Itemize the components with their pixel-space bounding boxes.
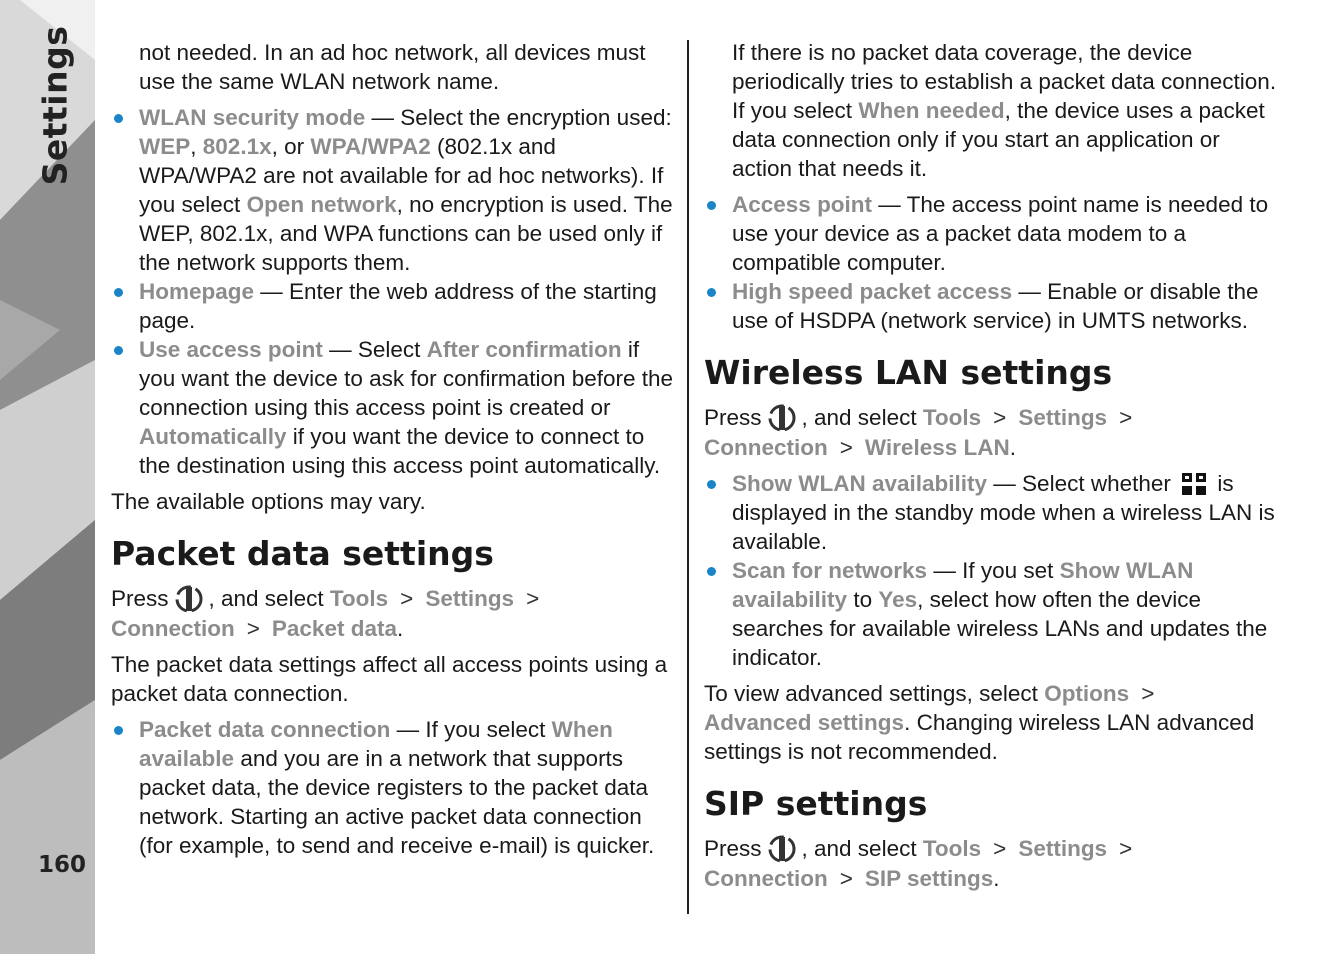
- menu-path: [704, 834, 1279, 893]
- text: , or: [271, 134, 311, 159]
- keyword: Connection: [704, 866, 828, 891]
- keyword: WEP: [139, 134, 191, 159]
- keyword: Scan for networks: [732, 558, 928, 583]
- text: .: [993, 866, 1000, 891]
- text: to: [847, 587, 879, 612]
- menu-key-icon: [175, 584, 203, 614]
- separator: >: [246, 616, 260, 641]
- separator: >: [400, 586, 414, 611]
- continued-text: [704, 38, 1279, 183]
- text: — If you select: [390, 717, 552, 742]
- text: , no encryption is used. The WEP, 802.1x, and WPA functions can be used only if the network supports them.: [139, 192, 673, 275]
- text: and you are in a network that supports packet data, the device registers to the packet data network. Starting an active packet data connection (for example, to send and receive e-mail) is quicker.: [139, 746, 655, 858]
- text: if you want the device to ask for confirmation before the connection using this access point is created or: [139, 337, 674, 420]
- text: . Changing wireless LAN advanced settings is not recommended.: [704, 710, 1255, 764]
- text: To view advanced settings, select: [704, 681, 1045, 706]
- heading-sip: SIP settings: [704, 784, 928, 823]
- keyword: Settings: [1018, 405, 1108, 430]
- keyword: Settings: [425, 586, 515, 611]
- text: ,: [190, 134, 203, 159]
- keyword: Connection: [704, 435, 828, 460]
- keyword: Tools: [329, 586, 389, 611]
- keyword: SIP settings: [864, 866, 994, 891]
- text: , and select: [801, 405, 923, 430]
- paragraph: The available options may vary.: [111, 489, 426, 514]
- text: .: [396, 616, 404, 641]
- text: if you want the device to connect to the destination using this access point automatically.: [139, 424, 661, 478]
- keyword: Access point: [732, 192, 873, 217]
- keyword: Show WLAN availability: [732, 558, 1194, 612]
- keyword: Use access point: [139, 337, 323, 362]
- keyword: Advanced settings: [704, 710, 905, 735]
- keyword: Automatically: [139, 424, 287, 449]
- keyword: Open network: [246, 192, 397, 217]
- keyword: Tools: [922, 405, 982, 430]
- keyword: Tools: [922, 836, 982, 861]
- keyword: Options: [1044, 681, 1130, 706]
- heading-packet-data: Packet data settings: [111, 534, 494, 573]
- keyword: 802.1x: [202, 134, 272, 159]
- heading-wireless-lan: Wireless LAN settings: [704, 353, 1113, 392]
- bullet-list: [704, 469, 1279, 672]
- list-item: [704, 469, 1279, 556]
- text: , select how often the device searches for available wireless LANs and updates the indicator.: [732, 587, 1268, 670]
- list-item: [704, 190, 1279, 277]
- separator: >: [526, 586, 540, 611]
- keyword: High speed packet access: [732, 279, 1013, 304]
- separator: >: [1141, 681, 1155, 706]
- keyword: Wireless LAN: [864, 435, 1010, 460]
- text: — Enter the web address of the starting page.: [139, 279, 657, 333]
- continued-text: not needed. In an ad hoc network, all devices must use the same WLAN network name.: [139, 40, 646, 94]
- text: — Enable or disable the use of HSDPA (network service) in UMTS networks.: [732, 279, 1259, 333]
- keyword: Homepage: [139, 279, 255, 304]
- text: If there is no packet data coverage, the device periodically tries to establish a packet data connection. If you select: [732, 40, 1277, 123]
- list-item: [111, 335, 676, 480]
- text: , and select: [801, 836, 923, 861]
- text: (802.1x and WPA/WPA2 are not available for ad hoc networks). If you select: [139, 134, 664, 217]
- text: — The access point name is needed to use your device as a packet data modem to a compatible computer.: [732, 192, 1269, 275]
- keyword: Connection: [111, 616, 235, 641]
- text: — Select: [322, 337, 427, 362]
- bullet-list: [704, 190, 1279, 335]
- separator: >: [1119, 405, 1133, 430]
- left-column: [111, 38, 676, 867]
- column-divider: [687, 40, 689, 914]
- menu-key-icon: [768, 403, 796, 433]
- keyword: Yes: [878, 587, 918, 612]
- section-tab: Settings: [35, 25, 75, 185]
- keyword: WLAN security mode: [139, 105, 366, 130]
- text: , the device uses a packet data connection only if you start an application or action that needs it.: [732, 98, 1265, 181]
- text: — Select the encryption used:: [365, 105, 672, 130]
- separator: >: [993, 836, 1007, 861]
- separator: >: [1119, 836, 1133, 861]
- keyword: Show WLAN availability: [732, 471, 988, 496]
- list-item: [111, 103, 676, 277]
- paragraph: [704, 679, 1279, 766]
- separator: >: [993, 405, 1007, 430]
- text: Press: [111, 586, 169, 611]
- text: .: [1009, 435, 1016, 460]
- menu-path: [111, 584, 676, 643]
- keyword: After confirmation: [426, 337, 622, 362]
- list-item: [704, 277, 1279, 335]
- menu-path: [704, 403, 1279, 462]
- keyword: WPA/WPA2: [310, 134, 431, 159]
- menu-key-icon: [768, 834, 796, 864]
- text: , and select: [208, 586, 330, 611]
- keyword: When available: [139, 717, 613, 771]
- page-number: 160: [38, 852, 87, 878]
- right-column: [704, 38, 1279, 900]
- separator: >: [839, 866, 853, 891]
- text: — If you set: [927, 558, 1060, 583]
- wlan-indicator-icon: [1181, 472, 1207, 496]
- bullet-list: [111, 103, 676, 480]
- paragraph: The packet data settings affect all access points using a packet data connection.: [111, 652, 668, 706]
- bullet-list: [111, 715, 676, 860]
- text: is displayed in the standby mode when a wireless LAN is available.: [732, 471, 1275, 554]
- keyword: When needed: [858, 98, 1005, 123]
- keyword: Packet data connection: [139, 717, 391, 742]
- list-item: [111, 277, 676, 335]
- list-item: [704, 556, 1279, 672]
- text: — Select whether: [987, 471, 1178, 496]
- keyword: Packet data: [271, 616, 397, 641]
- separator: >: [839, 435, 853, 460]
- keyword: Settings: [1018, 836, 1108, 861]
- text: Press: [704, 836, 762, 861]
- list-item: [111, 715, 676, 860]
- text: Press: [704, 405, 762, 430]
